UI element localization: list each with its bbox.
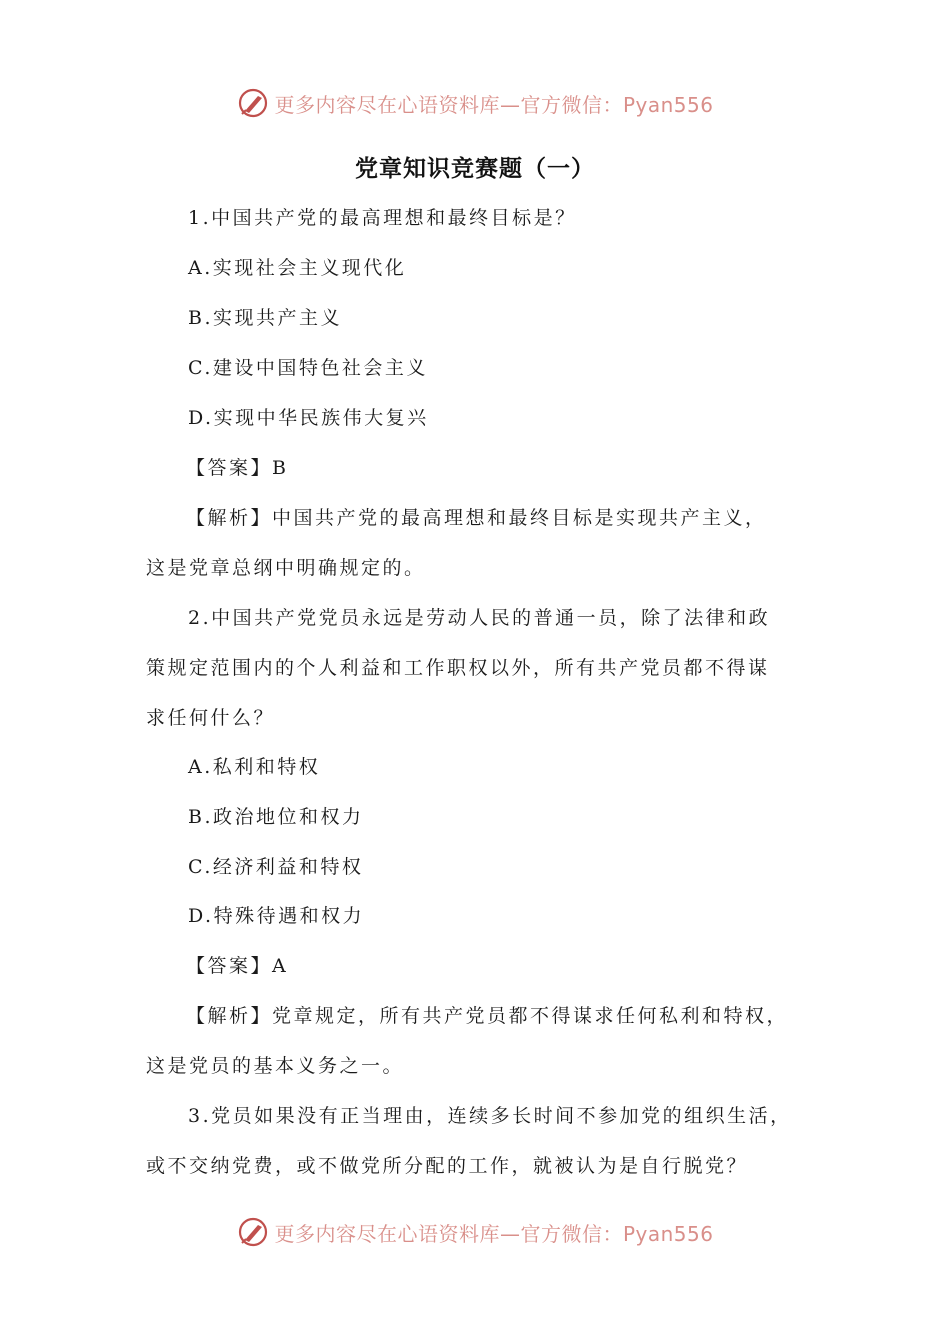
- question-2-explanation: 【解析】党章规定，所有共产党员都不得谋求任何私利和特权，: [186, 1005, 789, 1027]
- question-2-option-d: D.特殊待遇和权力: [188, 905, 365, 927]
- watermark-text: 更多内容尽在心语资料库—官方微信：Pyan556: [274, 92, 714, 117]
- pen-nib-logo-icon: [236, 1215, 270, 1249]
- question-1-option-a: A.实现社会主义现代化: [188, 257, 407, 279]
- question-1-option-d: D.实现中华民族伟大复兴: [188, 407, 429, 429]
- question-1-answer: 【答案】B: [186, 457, 289, 479]
- question-3-cont: 或不交纳党费，或不做党所分配的工作，就被认为是自行脱党？: [146, 1155, 749, 1177]
- question-2-cont-2: 求任何什么？: [146, 707, 276, 729]
- question-2-cont-1: 策规定范围内的个人利益和工作职权以外，所有共产党员都不得谋: [146, 657, 770, 679]
- watermark-banner-top: [0, 83, 950, 123]
- pen-nib-logo-icon: [236, 86, 270, 120]
- question-1-option-b: B.实现共产主义: [188, 307, 343, 329]
- question-2: 2.中国共产党党员永远是劳动人民的普通一员，除了法律和政: [188, 607, 771, 629]
- question-3: 3.党员如果没有正当理由，连续多长时间不参加党的组织生活，: [188, 1105, 792, 1127]
- watermark-banner-bottom: [0, 1212, 950, 1252]
- question-2-explanation-cont: 这是党员的基本义务之一。: [146, 1055, 405, 1077]
- question-2-option-c: C.经济利益和特权: [188, 856, 364, 878]
- question-2-option-a: A.私利和特权: [188, 756, 321, 778]
- question-2-answer: 【答案】A: [186, 955, 289, 977]
- question-1-option-c: C.建设中国特色社会主义: [188, 357, 428, 379]
- page-title: 党章知识竞赛题（一）: [355, 156, 595, 182]
- question-1: 1.中国共产党的最高理想和最终目标是？: [188, 207, 577, 229]
- question-1-explanation-cont: 这是党章总纲中明确规定的。: [146, 557, 426, 579]
- question-2-option-b: B.政治地位和权力: [188, 806, 364, 828]
- watermark-text: 更多内容尽在心语资料库—官方微信：Pyan556: [274, 1221, 714, 1246]
- question-1-explanation: 【解析】中国共产党的最高理想和最终目标是实现共产主义，: [186, 507, 767, 529]
